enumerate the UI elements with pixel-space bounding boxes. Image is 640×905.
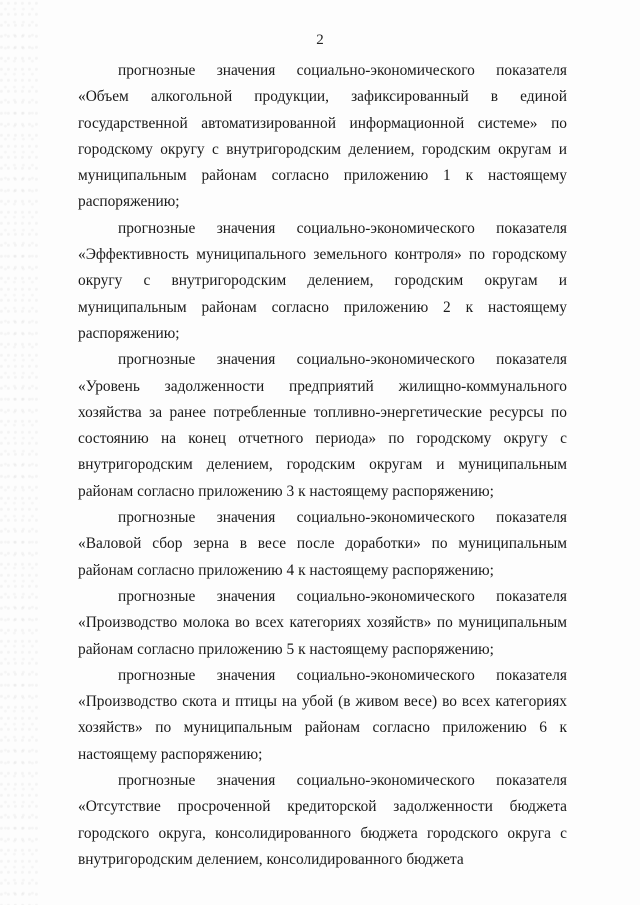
paragraph-land-control: прогнозные значения социально-экономического показателя «Эффективность муниципального земельного контроля» по городскому округу с внутригородским делением, городским округам и муниципальным районам согласно приложению 2 к настоящему распоряжению;: [78, 219, 567, 342]
page-number: 2: [316, 32, 324, 48]
paragraph-livestock-production: прогнозные значения социально-экономического показателя «Производство скота и птицы на убой (в живом весе) во всех категориях хозяйств» по муниципальным районам согласно приложению 6 к настоящему распоряжению;: [78, 666, 567, 763]
paragraph-grain-harvest: прогнозные значения социально-экономического показателя «Валовой сбор зерна в весе после доработки» по муниципальным районам согласно приложению 4 к настоящему распоряжению;: [78, 509, 567, 579]
document-body: [78, 58, 567, 873]
paragraph-housing-debt: прогнозные значения социально-экономического показателя «Уровень задолженности предприятий жилищно-коммунального хозяйства за ранее потребленные топливно-энергетические ресурсы по состоянию на конец отчетного периода» по городскому округу с внутригородским делением, городским округам и муниципальным районам согласно приложению 3 к настоящему распоряжению;: [78, 351, 567, 500]
paragraph-budget-debt: прогнозные значения социально-экономического показателя «Отсутствие просроченной кредиторской задолженности бюджета городского округа, консолидированного бюджета городского округа с внутригородским делением, консолидированного бюджета: [78, 772, 567, 868]
paragraph-alcohol-volume: прогнозные значения социально-экономического показателя «Объем алкогольной продукции, зафиксированный в единой государственной автоматизированной информационной системе» по городскому округу с внутригородским делением, городским округам и муниципальным районам согласно приложению 1 к настоящему распоряжению;: [78, 62, 567, 211]
scan-edge-noise: [0, 0, 40, 905]
paragraph-milk-production: прогнозные значения социально-экономического показателя «Производство молока во всех категориях хозяйств» по муниципальным районам согласно приложению 5 к настоящему распоряжению;: [78, 587, 567, 658]
